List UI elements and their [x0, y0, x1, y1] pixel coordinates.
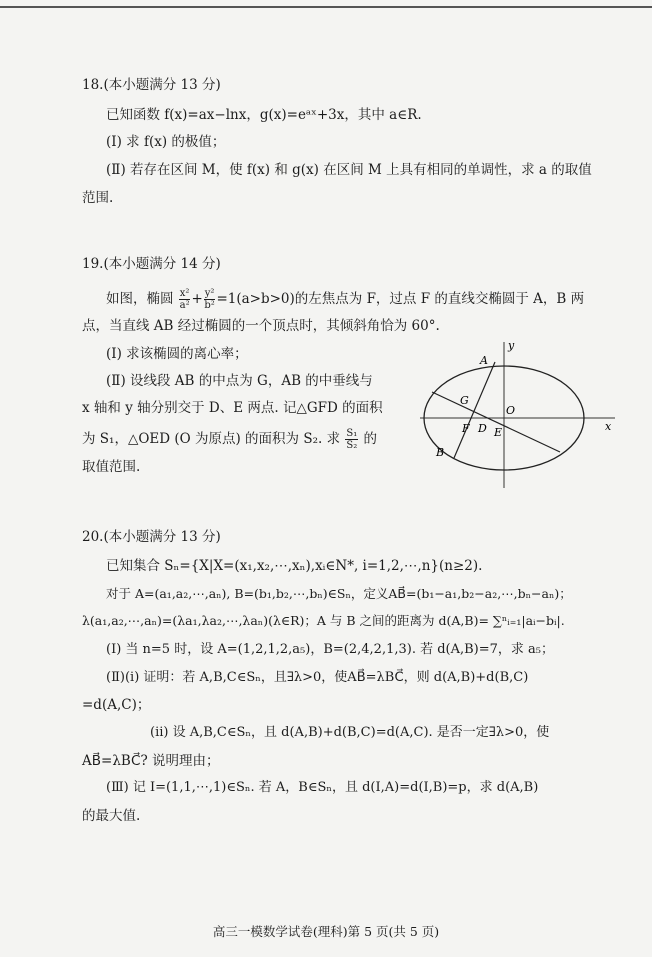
label-d: D: [478, 422, 487, 435]
frac-y-den: b²: [204, 300, 215, 311]
label-y: y: [508, 340, 515, 352]
plus-sign: +: [191, 291, 203, 307]
q19-line-6-post: 的: [363, 431, 378, 447]
label-e: E: [494, 426, 503, 439]
q20-line-10: 的最大值.: [82, 808, 141, 824]
q20-line-9: (Ⅲ) 记 I=(1,1,⋯,1)∈Sₙ. 若 A，B∈Sₙ，且 d(I,A)=d(I,B)=p，求 d(A,B): [106, 780, 539, 795]
label-f: F: [462, 422, 470, 435]
label-b: B: [436, 446, 445, 459]
q20-title: 20.(本小题满分 13 分): [82, 529, 221, 545]
q19-line-7: 取值范围.: [82, 459, 141, 475]
q19-line-1-post: =1(a>b>0)的左焦点为 F，过点 F 的直线交椭圆于 A，B 两: [216, 291, 585, 307]
q20-line-4: (Ⅰ) 当 n=5 时，设 A=(1,2,1,2,a₅)，B=(2,4,2,1,3). 若 d(A,B)=7，求 a₅；: [106, 642, 555, 657]
label-o: O: [506, 404, 516, 417]
perpendicular-bisector: [432, 392, 560, 452]
q18-line-1: 已知函数 f(x)=ax−lnx，g(x)=eᵃˣ+3x，其中 a∈R.: [106, 107, 422, 123]
q19-line-2: 点，当直线 AB 经过椭圆的一个顶点时，其倾斜角恰为 60°.: [82, 318, 440, 334]
s-num: S₁: [346, 428, 358, 439]
frac-x-num: x²: [179, 288, 190, 299]
q18-line-3: (Ⅱ) 若存在区间 M，使 f(x) 和 g(x) 在区间 M 上具有相同的单调性，求 a 的取值: [106, 162, 592, 178]
q19-line-6: [82, 428, 377, 451]
q20-line-7: (ⅱ) 设 A,B,C∈Sₙ，且 d(A,B)+d(B,C)=d(A,C). 是否一定∃λ>0，使: [150, 725, 550, 740]
q19-line-5: x 轴和 y 轴分别交于 D、E 两点. 记△GFD 的面积: [82, 400, 383, 416]
frac-y-num: y²: [204, 288, 215, 299]
q20-line-3: λ(a₁,a₂,⋯,aₙ)=(λa₁,λa₂,⋯,λaₙ)(λ∈R)；A 与 B 之间的距离为 d(A,B)= ∑ⁿᵢ₌₁|aᵢ−bᵢ|.: [82, 613, 565, 628]
label-x: x: [605, 420, 612, 433]
header-rule: [0, 6, 652, 8]
ellipse-y-fraction: [204, 288, 216, 311]
q20-line-6: =d(A,C)；: [82, 697, 151, 713]
q19-line-1: [106, 288, 584, 311]
q19-line-6-pre: 为 S₁，△OED (O 为原点) 的面积为 S₂. 求: [82, 431, 341, 447]
label-g: G: [460, 394, 469, 407]
frac-x-den: a²: [179, 300, 190, 311]
q18-title: 18.(本小题满分 13 分): [82, 77, 221, 93]
q20-line-8: AB⃗=λBC⃗? 说明理由；: [82, 753, 220, 769]
q20-line-1: 已知集合 Sₙ={X|X=(x₁,x₂,⋯,xₙ),xᵢ∈N*, i=1,2,⋯,n}(n≥2).: [106, 558, 483, 574]
q19-line-4: (Ⅱ) 设线段 AB 的中点为 G，AB 的中垂线与: [106, 373, 373, 389]
s-den: S₂: [346, 440, 358, 451]
page-footer: 高三一模数学试卷(理科)第 5 页(共 5 页): [212, 924, 440, 939]
q19-line-3: (Ⅰ) 求该椭圆的离心率；: [106, 346, 248, 362]
q19-line-1-pre: 如图，椭圆: [106, 291, 174, 307]
q18-line-2: (Ⅰ) 求 f(x) 的极值；: [106, 134, 226, 150]
s-ratio-fraction: [345, 428, 358, 451]
line-ab: [454, 362, 495, 458]
label-a: A: [480, 354, 488, 367]
ellipse-x-fraction: [179, 288, 191, 311]
q18-line-4: 范围.: [82, 190, 114, 206]
q19-title: 19.(本小题满分 14 分): [82, 256, 221, 272]
ellipse-figure: [420, 340, 620, 490]
q20-line-5: (Ⅱ)(ⅰ) 证明：若 A,B,C∈Sₙ，且∃λ>0，使AB⃗=λBC⃗，则 d(A,B)+d(B,C): [106, 670, 529, 685]
q20-line-2: 对于 A=(a₁,a₂,⋯,aₙ), B=(b₁,b₂,⋯,bₙ)∈Sₙ，定义AB⃗=(b₁−a₁,b₂−a₂,⋯,bₙ−aₙ)；: [106, 586, 572, 601]
